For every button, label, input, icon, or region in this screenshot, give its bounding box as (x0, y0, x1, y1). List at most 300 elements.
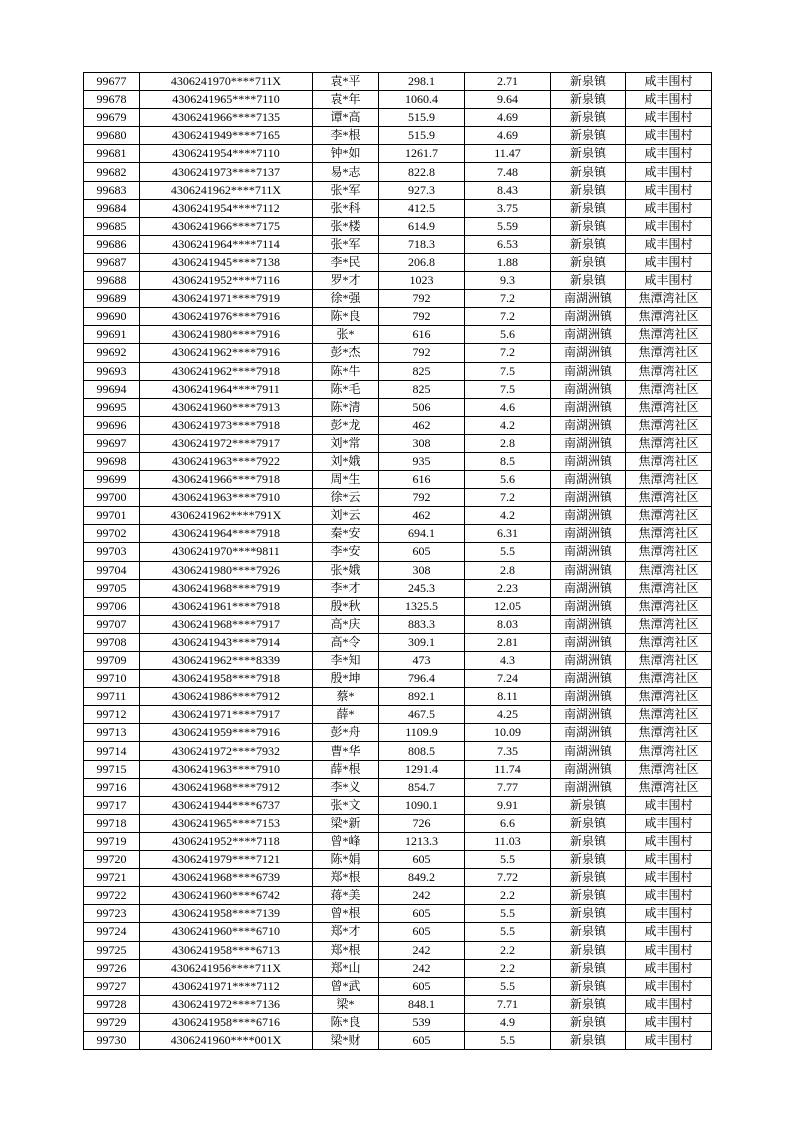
village-cell: 咸丰围村 (626, 163, 712, 181)
area-cell: 7.2 (465, 489, 551, 507)
town-cell: 南湖洲镇 (551, 688, 626, 706)
table-row (84, 670, 712, 688)
amount-cell: 245.3 (379, 579, 465, 597)
area-cell: 8.5 (465, 452, 551, 470)
id-number-cell: 4306241966****7918 (140, 471, 313, 489)
serial-number-cell: 99726 (84, 959, 140, 977)
town-cell: 新泉镇 (551, 869, 626, 887)
serial-number-cell: 99709 (84, 652, 140, 670)
table-row (84, 706, 712, 724)
table-row (84, 362, 712, 380)
village-cell: 焦潭湾社区 (626, 308, 712, 326)
name-cell: 曾*武 (313, 977, 379, 995)
town-cell: 南湖洲镇 (551, 452, 626, 470)
village-cell: 咸丰围村 (626, 253, 712, 271)
id-number-cell: 4306241943****7914 (140, 633, 313, 651)
name-cell: 易*志 (313, 163, 379, 181)
area-cell: 9.64 (465, 91, 551, 109)
id-number-cell: 4306241960****6742 (140, 887, 313, 905)
amount-cell: 854.7 (379, 778, 465, 796)
table-row (84, 326, 712, 344)
town-cell: 南湖洲镇 (551, 652, 626, 670)
serial-number-cell: 99711 (84, 688, 140, 706)
table-row (84, 851, 712, 869)
town-cell: 南湖洲镇 (551, 597, 626, 615)
name-cell: 张*楼 (313, 217, 379, 235)
id-number-cell: 4306241971****7112 (140, 977, 313, 995)
serial-number-cell: 99698 (84, 452, 140, 470)
town-cell: 南湖洲镇 (551, 308, 626, 326)
village-cell: 咸丰围村 (626, 235, 712, 253)
town-cell: 南湖洲镇 (551, 706, 626, 724)
village-cell: 咸丰围村 (626, 1013, 712, 1031)
town-cell: 南湖洲镇 (551, 543, 626, 561)
id-number-cell: 4306241972****7917 (140, 434, 313, 452)
serial-number-cell: 99689 (84, 290, 140, 308)
id-number-cell: 4306241961****7918 (140, 597, 313, 615)
area-cell: 4.3 (465, 652, 551, 670)
area-cell: 5.5 (465, 851, 551, 869)
id-number-cell: 4306241962****8339 (140, 652, 313, 670)
name-cell: 周*生 (313, 471, 379, 489)
serial-number-cell: 99721 (84, 869, 140, 887)
town-cell: 南湖洲镇 (551, 525, 626, 543)
table-row (84, 434, 712, 452)
town-cell: 南湖洲镇 (551, 742, 626, 760)
area-cell: 4.6 (465, 398, 551, 416)
serial-number-cell: 99727 (84, 977, 140, 995)
table-row (84, 941, 712, 959)
serial-number-cell: 99710 (84, 670, 140, 688)
village-cell: 咸丰围村 (626, 959, 712, 977)
town-cell: 南湖洲镇 (551, 724, 626, 742)
area-cell: 5.5 (465, 977, 551, 995)
area-cell: 6.53 (465, 235, 551, 253)
amount-cell: 892.1 (379, 688, 465, 706)
area-cell: 7.48 (465, 163, 551, 181)
id-number-cell: 4306241962****711X (140, 181, 313, 199)
village-cell: 焦潭湾社区 (626, 778, 712, 796)
serial-number-cell: 99720 (84, 851, 140, 869)
table-row (84, 127, 712, 145)
town-cell: 南湖洲镇 (551, 344, 626, 362)
area-cell: 4.69 (465, 127, 551, 145)
id-number-cell: 4306241964****7114 (140, 235, 313, 253)
amount-cell: 883.3 (379, 615, 465, 633)
area-cell: 4.9 (465, 1013, 551, 1031)
area-cell: 4.2 (465, 507, 551, 525)
serial-number-cell: 99696 (84, 416, 140, 434)
village-cell: 咸丰围村 (626, 272, 712, 290)
serial-number-cell: 99679 (84, 109, 140, 127)
id-number-cell: 4306241970****9811 (140, 543, 313, 561)
id-number-cell: 4306241963****7922 (140, 452, 313, 470)
name-cell: 张* (313, 326, 379, 344)
serial-number-cell: 99683 (84, 181, 140, 199)
table-row (84, 796, 712, 814)
name-cell: 蔡* (313, 688, 379, 706)
village-cell: 焦潭湾社区 (626, 525, 712, 543)
id-number-cell: 4306241968****7919 (140, 579, 313, 597)
amount-cell: 539 (379, 1013, 465, 1031)
id-number-cell: 4306241952****7118 (140, 832, 313, 850)
area-cell: 5.6 (465, 326, 551, 344)
area-cell: 11.03 (465, 832, 551, 850)
table-row (84, 452, 712, 470)
id-number-cell: 4306241971****7919 (140, 290, 313, 308)
amount-cell: 848.1 (379, 995, 465, 1013)
village-cell: 焦潭湾社区 (626, 344, 712, 362)
town-cell: 南湖洲镇 (551, 615, 626, 633)
village-cell: 焦潭湾社区 (626, 652, 712, 670)
table-row (84, 977, 712, 995)
id-number-cell: 4306241958****6716 (140, 1013, 313, 1031)
town-cell: 新泉镇 (551, 814, 626, 832)
table-row (84, 724, 712, 742)
table-row (84, 778, 712, 796)
name-cell: 袁*平 (313, 73, 379, 91)
name-cell: 张*军 (313, 235, 379, 253)
id-number-cell: 4306241960****7913 (140, 398, 313, 416)
id-number-cell: 4306241970****711X (140, 73, 313, 91)
area-cell: 2.81 (465, 633, 551, 651)
amount-cell: 694.1 (379, 525, 465, 543)
name-cell: 薛* (313, 706, 379, 724)
area-cell: 4.2 (465, 416, 551, 434)
area-cell: 7.2 (465, 308, 551, 326)
id-number-cell: 4306241962****7918 (140, 362, 313, 380)
area-cell: 2.23 (465, 579, 551, 597)
id-number-cell: 4306241966****7175 (140, 217, 313, 235)
serial-number-cell: 99701 (84, 507, 140, 525)
serial-number-cell: 99686 (84, 235, 140, 253)
amount-cell: 515.9 (379, 109, 465, 127)
area-cell: 2.8 (465, 561, 551, 579)
amount-cell: 309.1 (379, 633, 465, 651)
town-cell: 新泉镇 (551, 109, 626, 127)
area-cell: 4.25 (465, 706, 551, 724)
amount-cell: 242 (379, 887, 465, 905)
table-row (84, 832, 712, 850)
amount-cell: 825 (379, 362, 465, 380)
town-cell: 新泉镇 (551, 959, 626, 977)
village-cell: 焦潭湾社区 (626, 507, 712, 525)
serial-number-cell: 99713 (84, 724, 140, 742)
name-cell: 郑*山 (313, 959, 379, 977)
town-cell: 新泉镇 (551, 1013, 626, 1031)
area-cell: 5.6 (465, 471, 551, 489)
serial-number-cell: 99687 (84, 253, 140, 271)
serial-number-cell: 99678 (84, 91, 140, 109)
amount-cell: 1291.4 (379, 760, 465, 778)
amount-cell: 792 (379, 290, 465, 308)
area-cell: 12.05 (465, 597, 551, 615)
amount-cell: 927.3 (379, 181, 465, 199)
area-cell: 2.71 (465, 73, 551, 91)
amount-cell: 1109.9 (379, 724, 465, 742)
name-cell: 蒋*美 (313, 887, 379, 905)
village-cell: 焦潭湾社区 (626, 706, 712, 724)
town-cell: 新泉镇 (551, 887, 626, 905)
amount-cell: 825 (379, 380, 465, 398)
area-cell: 7.77 (465, 778, 551, 796)
table-row (84, 91, 712, 109)
name-cell: 郑*才 (313, 923, 379, 941)
id-number-cell: 4306241972****7932 (140, 742, 313, 760)
town-cell: 南湖洲镇 (551, 670, 626, 688)
serial-number-cell: 99684 (84, 199, 140, 217)
name-cell: 钟*如 (313, 145, 379, 163)
amount-cell: 506 (379, 398, 465, 416)
amount-cell: 1213.3 (379, 832, 465, 850)
town-cell: 新泉镇 (551, 145, 626, 163)
id-number-cell: 4306241949****7165 (140, 127, 313, 145)
name-cell: 陈*毛 (313, 380, 379, 398)
serial-number-cell: 99695 (84, 398, 140, 416)
town-cell: 新泉镇 (551, 91, 626, 109)
id-number-cell: 4306241964****7918 (140, 525, 313, 543)
amount-cell: 796.4 (379, 670, 465, 688)
amount-cell: 515.9 (379, 127, 465, 145)
village-cell: 焦潭湾社区 (626, 362, 712, 380)
village-cell: 咸丰围村 (626, 217, 712, 235)
amount-cell: 616 (379, 471, 465, 489)
name-cell: 彭*龙 (313, 416, 379, 434)
area-cell: 2.2 (465, 959, 551, 977)
area-cell: 5.59 (465, 217, 551, 235)
id-number-cell: 4306241962****791X (140, 507, 313, 525)
table-row (84, 181, 712, 199)
area-cell: 2.2 (465, 941, 551, 959)
serial-number-cell: 99692 (84, 344, 140, 362)
town-cell: 南湖洲镇 (551, 489, 626, 507)
serial-number-cell: 99728 (84, 995, 140, 1013)
name-cell: 徐*强 (313, 290, 379, 308)
town-cell: 南湖洲镇 (551, 633, 626, 651)
id-number-cell: 4306241966****7135 (140, 109, 313, 127)
village-cell: 焦潭湾社区 (626, 471, 712, 489)
name-cell: 张*娥 (313, 561, 379, 579)
amount-cell: 792 (379, 344, 465, 362)
serial-number-cell: 99682 (84, 163, 140, 181)
name-cell: 郑*根 (313, 869, 379, 887)
table-row (84, 507, 712, 525)
serial-number-cell: 99688 (84, 272, 140, 290)
amount-cell: 308 (379, 434, 465, 452)
village-cell: 焦潭湾社区 (626, 561, 712, 579)
table-row (84, 543, 712, 561)
serial-number-cell: 99699 (84, 471, 140, 489)
amount-cell: 206.8 (379, 253, 465, 271)
id-number-cell: 4306241960****6710 (140, 923, 313, 941)
serial-number-cell: 99716 (84, 778, 140, 796)
id-number-cell: 4306241965****7153 (140, 814, 313, 832)
table-row (84, 145, 712, 163)
amount-cell: 1060.4 (379, 91, 465, 109)
name-cell: 郑*根 (313, 941, 379, 959)
serial-number-cell: 99722 (84, 887, 140, 905)
table-row (84, 272, 712, 290)
amount-cell: 1261.7 (379, 145, 465, 163)
id-number-cell: 4306241952****7116 (140, 272, 313, 290)
table-row (84, 1013, 712, 1031)
town-cell: 新泉镇 (551, 832, 626, 850)
village-cell: 咸丰围村 (626, 869, 712, 887)
name-cell: 刘*常 (313, 434, 379, 452)
id-number-cell: 4306241968****7912 (140, 778, 313, 796)
village-cell: 咸丰围村 (626, 851, 712, 869)
serial-number-cell: 99723 (84, 905, 140, 923)
name-cell: 张*科 (313, 199, 379, 217)
village-cell: 咸丰围村 (626, 887, 712, 905)
amount-cell: 605 (379, 851, 465, 869)
town-cell: 新泉镇 (551, 127, 626, 145)
table-row (84, 199, 712, 217)
serial-number-cell: 99681 (84, 145, 140, 163)
table-row (84, 905, 712, 923)
amount-cell: 935 (379, 452, 465, 470)
town-cell: 新泉镇 (551, 851, 626, 869)
name-cell: 彭*杰 (313, 344, 379, 362)
town-cell: 新泉镇 (551, 1031, 626, 1049)
village-cell: 焦潭湾社区 (626, 290, 712, 308)
village-cell: 焦潭湾社区 (626, 597, 712, 615)
table-row (84, 344, 712, 362)
id-number-cell: 4306241944****6737 (140, 796, 313, 814)
id-number-cell: 4306241972****7136 (140, 995, 313, 1013)
serial-number-cell: 99702 (84, 525, 140, 543)
town-cell: 南湖洲镇 (551, 398, 626, 416)
table-row (84, 380, 712, 398)
id-number-cell: 4306241958****7139 (140, 905, 313, 923)
area-cell: 7.71 (465, 995, 551, 1013)
table-row (84, 579, 712, 597)
village-cell: 咸丰围村 (626, 145, 712, 163)
table-row (84, 887, 712, 905)
town-cell: 新泉镇 (551, 217, 626, 235)
serial-number-cell: 99714 (84, 742, 140, 760)
serial-number-cell: 99706 (84, 597, 140, 615)
village-cell: 咸丰围村 (626, 1031, 712, 1049)
village-cell: 咸丰围村 (626, 91, 712, 109)
village-cell: 焦潭湾社区 (626, 398, 712, 416)
town-cell: 新泉镇 (551, 181, 626, 199)
amount-cell: 462 (379, 507, 465, 525)
id-number-cell: 4306241963****7910 (140, 760, 313, 778)
village-cell: 咸丰围村 (626, 905, 712, 923)
area-cell: 7.2 (465, 344, 551, 362)
area-cell: 5.5 (465, 543, 551, 561)
name-cell: 李*民 (313, 253, 379, 271)
village-cell: 咸丰围村 (626, 109, 712, 127)
town-cell: 南湖洲镇 (551, 380, 626, 398)
serial-number-cell: 99725 (84, 941, 140, 959)
name-cell: 李*根 (313, 127, 379, 145)
serial-number-cell: 99718 (84, 814, 140, 832)
name-cell: 陈*清 (313, 398, 379, 416)
amount-cell: 792 (379, 489, 465, 507)
area-cell: 7.35 (465, 742, 551, 760)
id-number-cell: 4306241954****7110 (140, 145, 313, 163)
table-row (84, 995, 712, 1013)
village-cell: 焦潭湾社区 (626, 615, 712, 633)
name-cell: 曾*峰 (313, 832, 379, 850)
name-cell: 殷*坤 (313, 670, 379, 688)
name-cell: 梁* (313, 995, 379, 1013)
name-cell: 李*才 (313, 579, 379, 597)
town-cell: 南湖洲镇 (551, 778, 626, 796)
id-number-cell: 4306241945****7138 (140, 253, 313, 271)
village-cell: 咸丰围村 (626, 832, 712, 850)
name-cell: 秦*安 (313, 525, 379, 543)
id-number-cell: 4306241959****7916 (140, 724, 313, 742)
amount-cell: 822.8 (379, 163, 465, 181)
table-row (84, 163, 712, 181)
serial-number-cell: 99690 (84, 308, 140, 326)
amount-cell: 849.2 (379, 869, 465, 887)
town-cell: 新泉镇 (551, 199, 626, 217)
village-cell: 焦潭湾社区 (626, 670, 712, 688)
table-row (84, 633, 712, 651)
village-cell: 咸丰围村 (626, 181, 712, 199)
id-number-cell: 4306241980****7916 (140, 326, 313, 344)
serial-number-cell: 99703 (84, 543, 140, 561)
table-row (84, 416, 712, 434)
area-cell: 7.2 (465, 290, 551, 308)
serial-number-cell: 99704 (84, 561, 140, 579)
id-number-cell: 4306241986****7912 (140, 688, 313, 706)
name-cell: 梁*财 (313, 1031, 379, 1049)
amount-cell: 792 (379, 308, 465, 326)
town-cell: 新泉镇 (551, 235, 626, 253)
amount-cell: 412.5 (379, 199, 465, 217)
table-row (84, 235, 712, 253)
town-cell: 南湖洲镇 (551, 326, 626, 344)
village-cell: 焦潭湾社区 (626, 760, 712, 778)
amount-cell: 718.3 (379, 235, 465, 253)
id-number-cell: 4306241979****7121 (140, 851, 313, 869)
town-cell: 南湖洲镇 (551, 434, 626, 452)
amount-cell: 605 (379, 1031, 465, 1049)
area-cell: 8.43 (465, 181, 551, 199)
town-cell: 新泉镇 (551, 163, 626, 181)
table-row (84, 1031, 712, 1049)
id-number-cell: 4306241962****7916 (140, 344, 313, 362)
name-cell: 袁*年 (313, 91, 379, 109)
id-number-cell: 4306241956****711X (140, 959, 313, 977)
town-cell: 新泉镇 (551, 905, 626, 923)
table-row (84, 688, 712, 706)
amount-cell: 808.5 (379, 742, 465, 760)
amount-cell: 726 (379, 814, 465, 832)
area-cell: 9.3 (465, 272, 551, 290)
town-cell: 新泉镇 (551, 977, 626, 995)
serial-number-cell: 99691 (84, 326, 140, 344)
serial-number-cell: 99694 (84, 380, 140, 398)
serial-number-cell: 99677 (84, 73, 140, 91)
table-row (84, 959, 712, 977)
id-number-cell: 4306241971****7917 (140, 706, 313, 724)
village-cell: 焦潭湾社区 (626, 688, 712, 706)
serial-number-cell: 99719 (84, 832, 140, 850)
town-cell: 新泉镇 (551, 796, 626, 814)
name-cell: 高*令 (313, 633, 379, 651)
area-cell: 11.47 (465, 145, 551, 163)
area-cell: 3.75 (465, 199, 551, 217)
area-cell: 2.2 (465, 887, 551, 905)
amount-cell: 614.9 (379, 217, 465, 235)
name-cell: 高*庆 (313, 615, 379, 633)
